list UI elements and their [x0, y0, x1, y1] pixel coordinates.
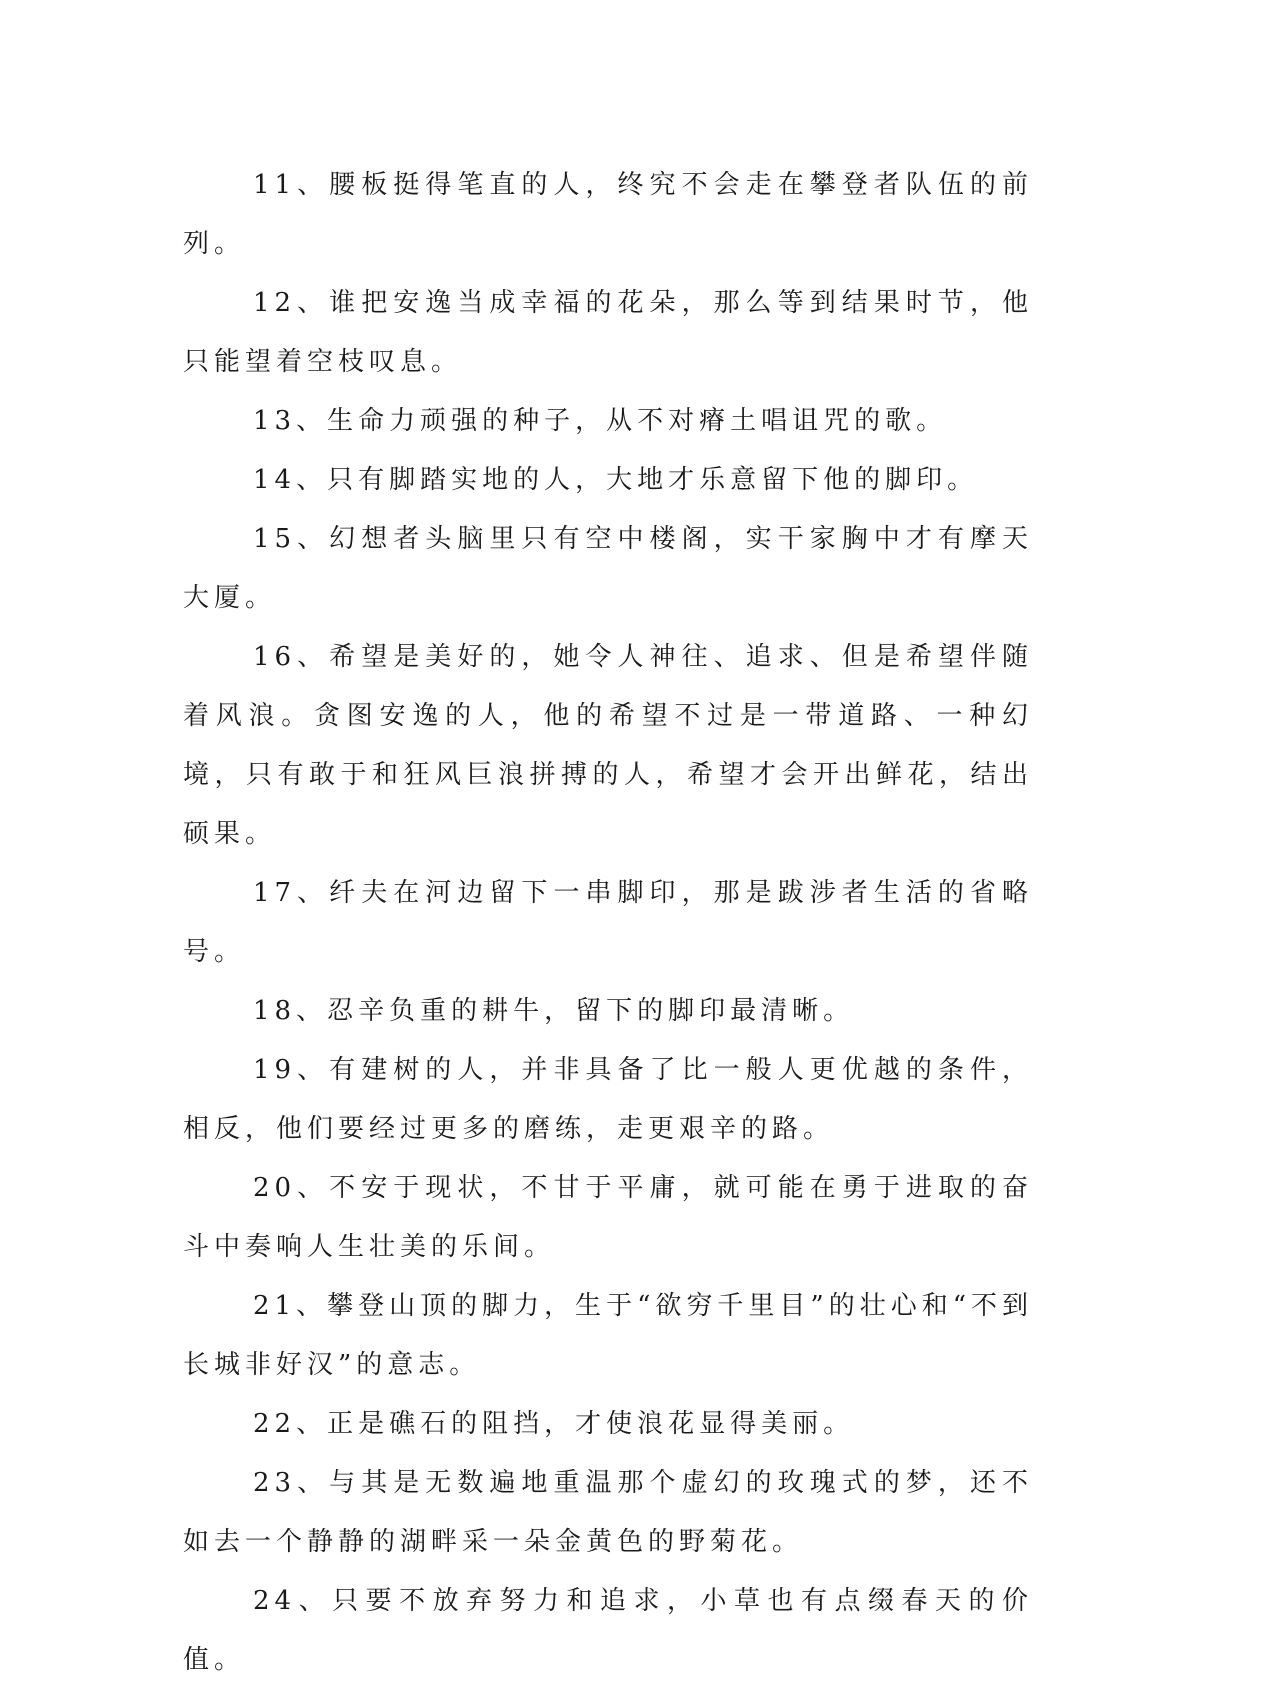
paragraph-17: 17、纤夫在河边留下一串脚印，那是跋涉者生活的省略号。 — [183, 878, 1033, 967]
paragraph-21: 21、攀登山顶的脚力，生于“欲穷千里目”的壮心和“不到长城非好汉”的意志。 — [183, 1291, 1033, 1380]
paragraph-12: 12、谁把安逸当成幸福的花朵，那么等到结果时节，他只能望着空枝叹息。 — [183, 288, 1033, 377]
paragraph-13: 13、生命力顽强的种子，从不对瘠土唱诅咒的歌。 — [253, 406, 948, 436]
paragraph-22: 22、正是礁石的阻挡，才使浪花显得美丽。 — [253, 1409, 855, 1439]
paragraph-24: 24、只要不放弃努力和追求，小草也有点缀春天的价值。 — [183, 1586, 1033, 1675]
paragraph-20: 20、不安于现状，不甘于平庸，就可能在勇于进取的奋斗中奏响人生壮美的乐间。 — [183, 1173, 1033, 1262]
paragraph-23: 23、与其是无数遍地重温那个虚幻的玫瑰式的梦，还不如去一个静静的湖畔采一朵金黄色的野菊花。 — [183, 1468, 1033, 1557]
document-body — [183, 156, 1033, 1690]
paragraph-19: 19、有建树的人，并非具备了比一般人更优越的条件，相反，他们要经过更多的磨练，走更艰辛的路。 — [183, 1055, 1033, 1144]
paragraph-18: 18、忍辛负重的耕牛，留下的脚印最清晰。 — [253, 996, 855, 1026]
paragraph-16: 16、希望是美好的，她令人神往、追求、但是希望伴随着风浪。贪图安逸的人，他的希望不过是一带道路、一种幻境，只有敢于和狂风巨浪拼搏的人，希望才会开出鲜花，结出硕果。 — [183, 642, 1033, 849]
paragraph-15: 15、幻想者头脑里只有空中楼阁，实干家胸中才有摩天大厦。 — [183, 524, 1033, 613]
paragraph-14: 14、只有脚踏实地的人，大地才乐意留下他的脚印。 — [253, 465, 979, 495]
paragraph-11: 11、腰板挺得笔直的人，终究不会走在攀登者队伍的前列。 — [183, 170, 1033, 259]
